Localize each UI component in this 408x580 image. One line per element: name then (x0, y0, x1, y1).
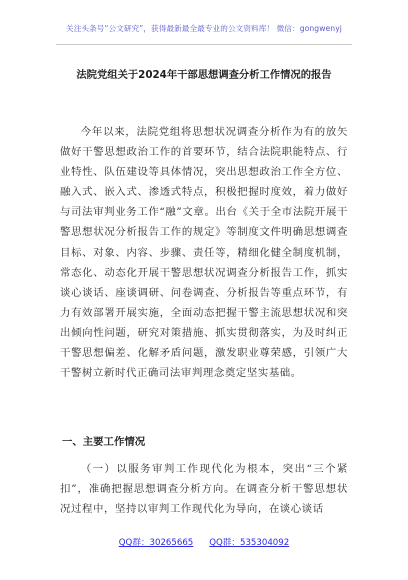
page-header-banner: 关注头条号“公文研究”，获得最新最全最专业的公文资料库！ 微信：gongwenyj (66, 24, 342, 33)
section-paragraph: （一）以服务审判工作现代化为根本，突出“三个紧扣”，准确把握思想调查分析方向。在调查分析干警思想状况过程中，坚持以审判工作现代化为导向，在谈心谈话 (60, 463, 348, 516)
footer-qq-group-2[interactable]: QQ群：535304092 (209, 538, 290, 548)
header-divider (56, 44, 352, 45)
section-body (60, 459, 348, 519)
intro-paragraph: 今年以来，法院党组将思想状况调查分析作为有的放矢做好干警思想政治工作的首要环节，结合法院职能特点、行业特性、队伍建设等具体情况，突出思想政治工作全方位、融入式、嵌入式、渗透式特点，积极把握时度效，着力做好与司法审判业务工作“融”文章。出台《关于全市法院开展干警思想状况分析报告工作的规定》等制度文件明确思想调查目标、对象、内容、步骤、责任等，精细化健全制度机制，常态化、动态化开展干警思想状况调查分析报告工作，抓实谈心谈话、座谈调研、问卷调查、分析报告等重点环节，有力有效部署开展实施，全面动态把握干警主流思想状况和突出倾向性问题，研究对策措施、抓实贯彻落实，为及时纠正干警思想偏差、化解矛盾问题，激发职业尊荣感，引领广大干警树立新时代正确司法审判理念奠定坚实基础。 (60, 126, 348, 380)
intro-section (60, 122, 348, 383)
section-heading: 一、主要工作情况 (62, 436, 146, 448)
document-title: 法院党组关于2024年干部思想调查分析工作情况的报告 (76, 69, 332, 81)
footer-qq-group-1[interactable]: QQ群：30265665 (118, 538, 194, 548)
page-footer (0, 536, 408, 548)
